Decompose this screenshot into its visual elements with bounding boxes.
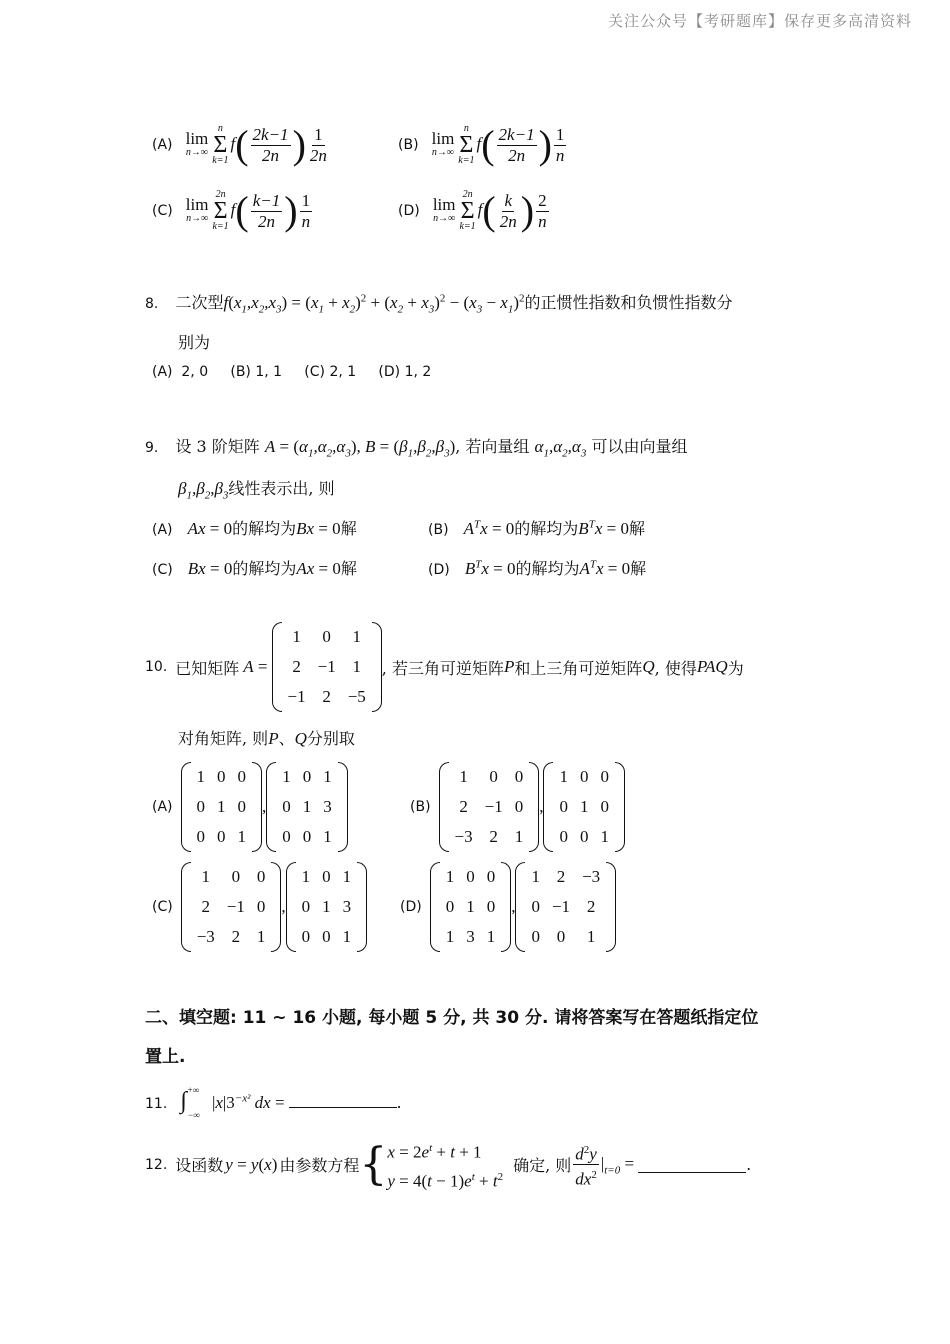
matrix-entry: 1 — [292, 627, 301, 646]
q10-option-d: (D) 1 0 0 0 1 0 1 3 1 , 1 2 −3 0 −1 2 0 0 1 — [400, 862, 616, 952]
q12-tail: . — [746, 1155, 752, 1175]
matrix-entry: 1 — [531, 867, 540, 886]
matrix-entry: 1 — [586, 927, 596, 946]
matrix-right-bracket — [252, 762, 262, 852]
matrix-entry: 0 — [217, 827, 226, 846]
q9-stem-b: , 若向量组 — [455, 437, 530, 456]
matrix-entry: 1 — [302, 797, 312, 816]
matrix-entry: 3 — [323, 797, 332, 816]
q10-d-q-matrix — [515, 862, 616, 952]
q12-stem-b: 由参数方程 — [279, 1156, 360, 1176]
matrix-entry: 1 — [459, 767, 468, 786]
matrix-entry: 0 — [466, 867, 475, 886]
q8-options: (A) 2, 0 (B) 1, 1 (C) 2, 1 (D) 1, 2 — [152, 364, 432, 380]
matrix-entry: 1 — [445, 867, 455, 886]
q10-stem-line2: 对角矩阵, 则P、Q分别取 — [178, 729, 355, 748]
matrix-entry: 0 — [196, 797, 206, 816]
matrix-right-bracket — [271, 862, 281, 952]
matrix-entry: 0 — [231, 867, 241, 886]
matrix-entry: 1 — [201, 867, 210, 886]
q11-integral: $\int^{+\infty}_{-\infty}|x|3^{-x^2}$ dx = — [180, 1085, 285, 1121]
q10-a-p-matrix — [181, 762, 263, 852]
matrix-right-bracket — [372, 622, 382, 712]
matrix-entry: 1 — [342, 867, 352, 886]
q7-option-c: (C) lim n→∞ 2n Σ k=1 f( $\frac{k-1}{2n}$ ) $\frac{1}{n}$ — [152, 188, 311, 233]
matrix-entry: 0 — [237, 767, 247, 786]
matrix-entry: 0 — [302, 767, 312, 786]
matrix-entry: 0 — [302, 827, 312, 846]
matrix-entry: 2 — [459, 797, 468, 816]
matrix-entry: 0 — [556, 927, 566, 946]
matrix-entry: 0 — [322, 627, 331, 646]
matrix-entry: 0 — [514, 797, 524, 816]
q9-beta-group: $\beta_1,\beta_2,\beta_3$ — [178, 479, 229, 502]
watermark: 关注公众号【考研题库】保存更多高清资料 — [607, 12, 912, 30]
q9-b-mid: 的解均为 — [514, 519, 579, 538]
matrix-entry: 0 — [256, 897, 266, 916]
q9-option-d: (D) $B^Tx = 0$的解均为$A^Tx = 0$解 — [428, 558, 647, 578]
q10-line2-c: 分别取 — [306, 729, 355, 748]
matrix-entry: 0 — [301, 897, 311, 916]
q10-c-q-matrix — [286, 862, 368, 952]
matrix-entry: 0 — [282, 827, 291, 846]
matrix-right-bracket — [606, 862, 616, 952]
matrix-table — [282, 622, 372, 712]
section-2-heading: 二、填空题: 11 ~ 16 小题, 每小题 5 分, 共 30 分. 请将答案写在答题纸指定位 — [145, 1008, 759, 1028]
matrix-entry: 0 — [531, 897, 540, 916]
matrix-entry: 0 — [322, 927, 331, 946]
matrix-entry: −1 — [484, 797, 503, 816]
matrix-entry: 2 — [586, 897, 596, 916]
matrix-left-bracket — [181, 862, 191, 952]
q9-c-mid: 的解均为 — [232, 559, 297, 578]
matrix-entry: 1 — [217, 797, 226, 816]
matrix-left-bracket — [543, 762, 553, 852]
q11-answer-blank[interactable] — [289, 1091, 397, 1108]
q12-answer-blank[interactable] — [638, 1156, 746, 1173]
q10-c-label: (C) — [152, 899, 173, 915]
q9-stem-a: 设 3 阶矩阵 — [175, 437, 260, 456]
matrix-entry: 3 — [466, 927, 475, 946]
q12: 12. 设函数 y = y(x) 由参数方程 { $x = 2e^t + t + 1$ $y = 4(t - 1)e^t + t^2$ 确定, 则 $\frac{d^2y}{dx^2}$ $|_{t=0}$ = . — [145, 1136, 751, 1193]
q10-stem-c: 和上三角可逆矩阵 — [514, 658, 643, 678]
matrix-entry: 1 — [352, 657, 361, 676]
matrix-entry: 1 — [600, 827, 609, 846]
q10-stem-b: , 若三角可逆矩阵 — [381, 658, 504, 678]
matrix-entry: 2 — [489, 827, 498, 846]
section-2-heading-line2: 置上. — [145, 1047, 186, 1067]
matrix-right-bracket — [529, 762, 539, 852]
matrix-entry: 0 — [514, 767, 524, 786]
q9-option-a: (A) Ax = 0的解均为Bx = 0解 — [152, 519, 357, 538]
q9-matrices: $A = (\alpha_1,\alpha_2,\alpha_3)$, $B = (\beta_1,\beta_2,\beta_3)$ — [264, 437, 456, 460]
q9-c-tail: 解 — [340, 559, 357, 578]
matrix-entry: 1 — [256, 927, 266, 946]
matrix-left-bracket — [515, 862, 525, 952]
q7-d-label: (D) — [398, 202, 420, 219]
q8-stem-line2: 别为 — [178, 333, 211, 352]
matrix-entry: 2 — [556, 867, 566, 886]
q10-line2-b: 、 — [278, 729, 295, 748]
matrix-table — [553, 762, 615, 852]
q12-system: $x = 2e^t + t + 1$ $y = 4(t - 1)e^t + t^2$ — [387, 1142, 504, 1191]
q7-option-b: (B) lim n→∞ n Σ k=1 f( $\frac{2k-1}{2n}$ ) $\frac{1}{n}$ — [398, 122, 565, 167]
q10-b-q-matrix — [543, 762, 625, 852]
matrix-entry: −1 — [551, 897, 571, 916]
matrix-right-bracket — [615, 762, 625, 852]
matrix-entry: 2 — [292, 657, 301, 676]
q9-stem — [145, 434, 687, 459]
matrix-entry: 1 — [466, 897, 475, 916]
q10-a-q-matrix — [266, 762, 348, 852]
matrix-entry: 1 — [559, 767, 568, 786]
matrix-entry: −1 — [226, 897, 245, 916]
matrix-left-bracket — [439, 762, 449, 852]
matrix-entry: 1 — [323, 767, 332, 786]
q12-derivative: $\frac{d^2y}{dx^2}$ $|_{t=0}$ = — [571, 1141, 634, 1189]
q7-c-label: (C) — [152, 202, 173, 219]
q9-option-b: (B) $A^Tx = 0$的解均为$B^Tx = 0$解 — [428, 518, 645, 538]
matrix-entry: 0 — [579, 827, 589, 846]
q7-b-label: (B) — [398, 136, 419, 153]
matrix-left-bracket — [286, 862, 296, 952]
q10-line2-a: 对角矩阵, 则 — [178, 729, 269, 748]
matrix-left-bracket — [430, 862, 440, 952]
matrix-entry: 2 — [201, 897, 210, 916]
matrix-entry: 1 — [322, 897, 331, 916]
matrix-entry: 0 — [559, 797, 568, 816]
matrix-entry: 0 — [301, 927, 311, 946]
matrix-table — [191, 762, 253, 852]
q7-option-d: (D) lim n→∞ 2n Σ k=1 f( $\frac{k}{2n}$ ) $\frac{2}{n}$ — [398, 188, 547, 233]
matrix-entry: 1 — [486, 927, 496, 946]
matrix-entry: −1 — [317, 657, 336, 676]
matrix-entry: 0 — [489, 767, 498, 786]
q9-option-c: (C) Bx = 0的解均为Ax = 0解 — [152, 559, 357, 578]
q7-a-label: (A) — [152, 136, 173, 153]
matrix-entry: 0 — [600, 767, 609, 786]
q8-stem-suffix: 的正惯性指数和负惯性指数分 — [524, 293, 733, 312]
q10-option-c: (C) 1 0 0 2 −1 0 −3 2 1 , 1 0 1 0 1 3 0 0 1 — [152, 862, 367, 952]
q9-stem-line2-tail: 线性表示出, 则 — [228, 479, 335, 498]
matrix-table — [440, 862, 502, 952]
matrix-table — [191, 862, 272, 952]
q10-d-p-matrix — [430, 862, 512, 952]
matrix-entry: 0 — [256, 867, 266, 886]
q11-tail: . — [396, 1093, 402, 1112]
q9-alpha-group: $\alpha_1,\alpha_2,\alpha_3$ — [534, 437, 587, 460]
matrix-left-bracket — [181, 762, 191, 852]
q10-a-label: (A) — [152, 799, 173, 815]
q10-stem-d: , 使得 — [654, 658, 697, 678]
matrix-entry: −3 — [454, 827, 473, 846]
matrix-entry: 0 — [217, 767, 226, 786]
q10-stem-a: 已知矩阵 — [175, 658, 240, 678]
matrix-entry: 1 — [237, 827, 247, 846]
q10-b-label: (B) — [410, 799, 431, 815]
matrix-entry: 0 — [559, 827, 568, 846]
matrix-entry: 1 — [282, 767, 291, 786]
matrix-entry: −1 — [287, 687, 306, 706]
q9-a-tail: 解 — [340, 519, 357, 538]
matrix-left-bracket — [272, 622, 282, 712]
matrix-right-bracket — [357, 862, 367, 952]
matrix-entry: −3 — [196, 927, 215, 946]
matrix-entry: 1 — [301, 867, 311, 886]
q12-number: 12. — [145, 1156, 168, 1173]
matrix-entry: 0 — [282, 797, 291, 816]
matrix-entry: 0 — [486, 867, 496, 886]
q9-a-mid: 的解均为 — [232, 519, 297, 538]
q12-stem-c: 确定, 则 — [513, 1156, 572, 1176]
matrix-entry: 0 — [322, 867, 331, 886]
q9-a-label: (A) — [152, 522, 173, 538]
q11 — [145, 1085, 402, 1121]
q10-c-p-matrix — [181, 862, 282, 952]
matrix-right-bracket — [501, 862, 511, 952]
matrix-table — [276, 762, 338, 852]
matrix-entry: 0 — [237, 797, 247, 816]
q10-option-b: (B) 1 0 0 2 −1 0 −3 2 1 , 1 0 0 0 1 0 0 0 1 — [410, 762, 625, 852]
q8-formula: $f(x_1,x_2,x_3) = (x_1 + x_2)^2 + (x_2 + x_3)^2 - (x_3 - x_1)^2$ — [223, 292, 525, 316]
q10-number: 10. — [145, 659, 168, 675]
matrix-entry: 1 — [514, 827, 524, 846]
q10-matrix-a — [272, 622, 382, 712]
matrix-entry: 1 — [352, 627, 361, 646]
q9-b-tail: 解 — [628, 519, 645, 538]
matrix-entry: 0 — [486, 897, 496, 916]
q10-stem-e: 为 — [727, 658, 744, 678]
matrix-entry: 0 — [600, 797, 609, 816]
matrix-entry: 1 — [342, 927, 352, 946]
matrix-entry: −5 — [347, 687, 366, 706]
matrix-table — [296, 862, 358, 952]
q10-d-label: (D) — [400, 899, 422, 915]
matrix-left-bracket — [266, 762, 276, 852]
matrix-right-bracket — [338, 762, 348, 852]
matrix-entry: 1 — [579, 797, 589, 816]
q11-number: 11. — [145, 1096, 168, 1112]
q9-d-tail: 解 — [630, 559, 647, 578]
q8-stem-prefix: 二次型 — [175, 293, 224, 312]
q7-option-a: (A) lim n→∞ n Σ k=1 f( $\frac{2k-1}{2n}$ ) $\frac{1}{2n}$ — [152, 122, 327, 167]
matrix-entry: 2 — [322, 687, 331, 706]
matrix-entry: 1 — [445, 927, 455, 946]
q8-number: 8. — [145, 296, 159, 312]
q9-number: 9. — [145, 440, 159, 456]
q9-c-label: (C) — [152, 562, 173, 578]
matrix-entry: 1 — [196, 767, 206, 786]
matrix-entry: 0 — [531, 927, 540, 946]
q8-stem — [145, 290, 733, 315]
q9-d-mid: 的解均为 — [515, 559, 580, 578]
q12-stem-a: 设函数 — [175, 1156, 224, 1176]
matrix-entry: 1 — [323, 827, 332, 846]
q9-b-label: (B) — [428, 522, 449, 538]
matrix-entry: −3 — [582, 867, 601, 886]
q9-stem-c: 可以由向量组 — [591, 437, 688, 456]
matrix-entry: 0 — [196, 827, 206, 846]
q10-option-a: (A) 1 0 0 0 1 0 0 0 1 , 1 0 1 0 1 3 0 0 1 — [152, 762, 348, 852]
q10-stem: 10. 已知矩阵 A = 1 0 1 2 −1 1 −1 2 −5 , 若三角可逆矩阵 P 和上三角可逆矩阵 Q , 使得 PAQ 为 — [145, 622, 744, 712]
matrix-entry: 2 — [231, 927, 241, 946]
matrix-entry: 3 — [342, 897, 352, 916]
q9-d-label: (D) — [428, 562, 450, 578]
matrix-table — [525, 862, 606, 952]
q9-stem-line2 — [178, 476, 335, 501]
matrix-table — [449, 762, 530, 852]
matrix-entry: 0 — [579, 767, 589, 786]
matrix-entry: 0 — [445, 897, 455, 916]
q10-b-p-matrix — [439, 762, 540, 852]
